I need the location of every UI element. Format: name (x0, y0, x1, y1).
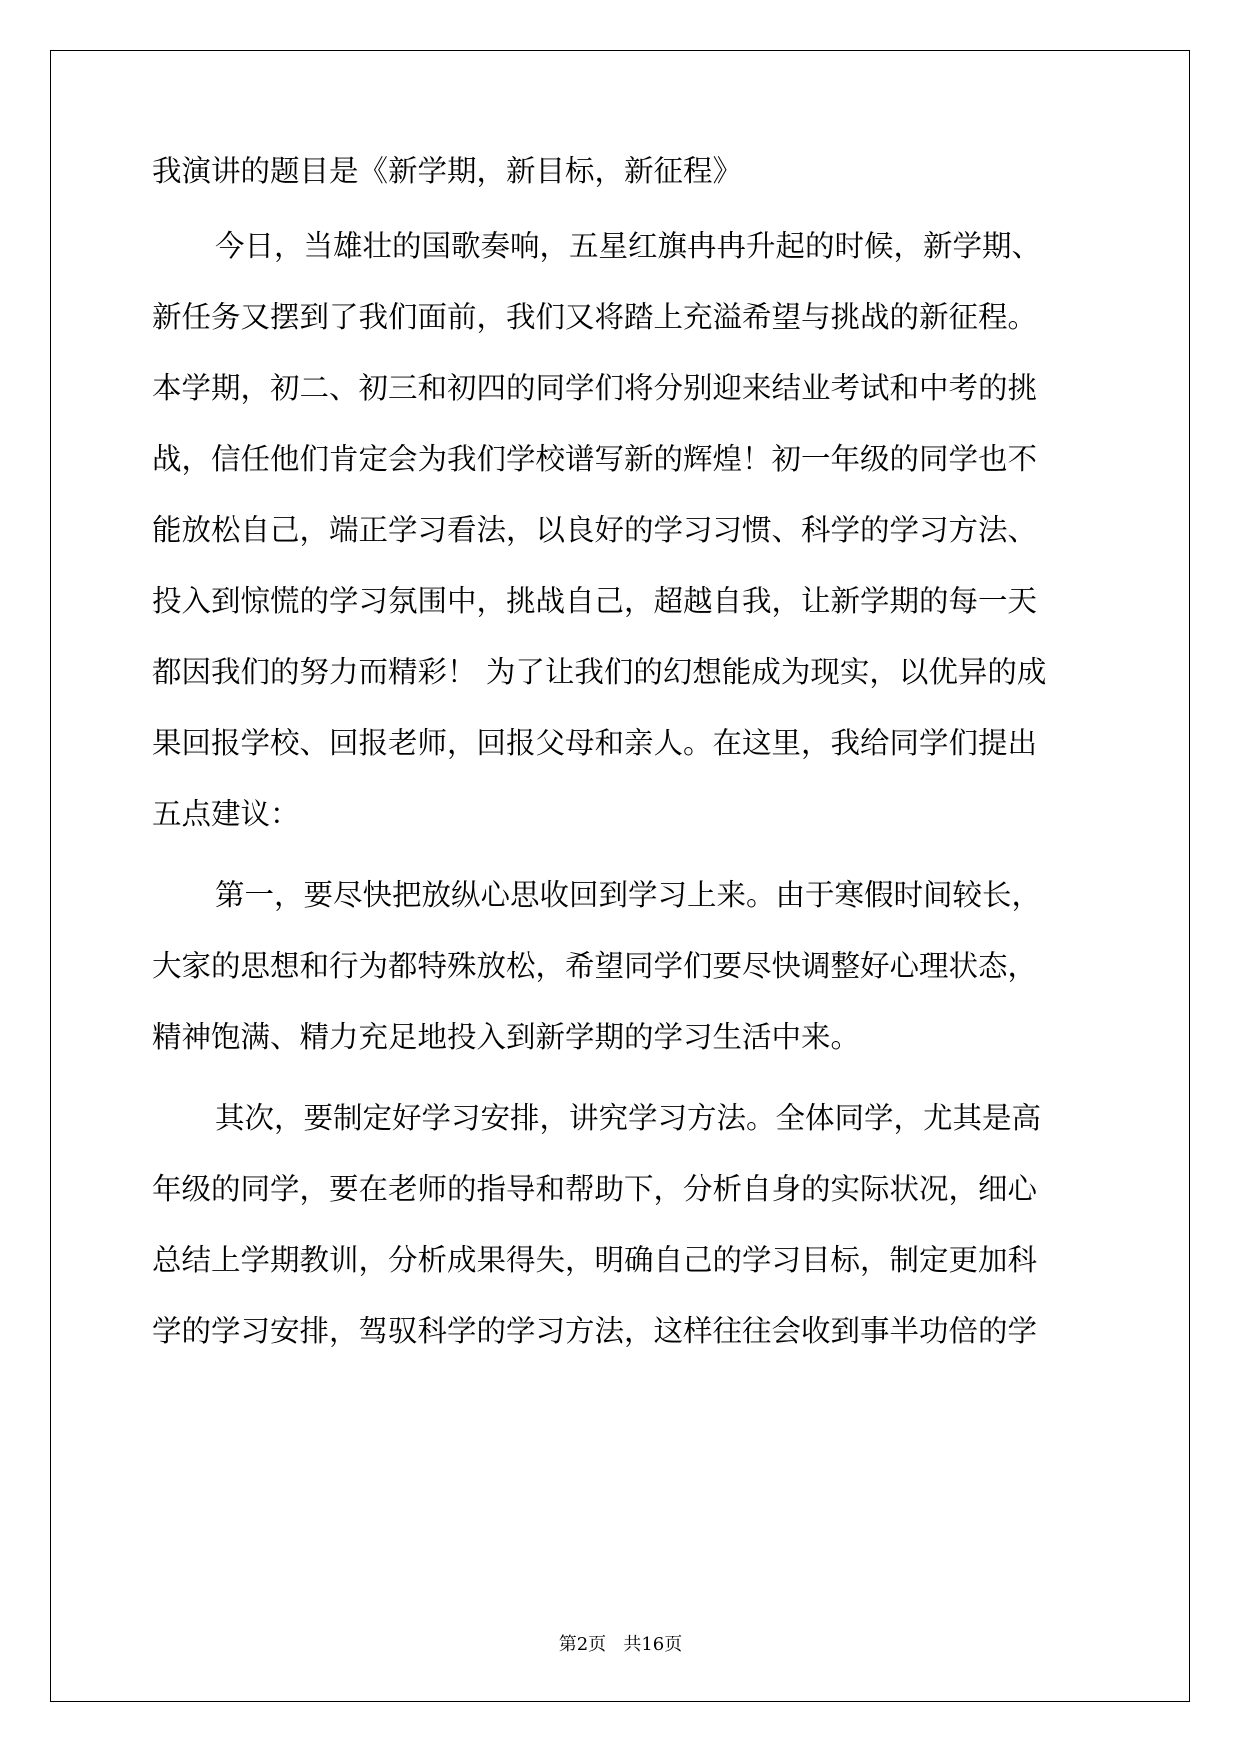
text-line: 其次，要制定好学习安排，讲究学习方法。全体同学，尤其是高 (215, 1101, 1042, 1135)
page-number: 第2页 共16页 (558, 1634, 683, 1655)
text-line: 我演讲的题目是《新学期，新目标，新征程》 (152, 154, 743, 188)
text-line: 五点建议： (152, 797, 300, 831)
text-line: 总结上学期教训，分析成果得失，明确自己的学习目标，制定更加科 (152, 1243, 1038, 1277)
text-line: 今日，当雄壮的国歌奏响，五星红旗冉冉升起的时候，新学期、 (215, 229, 1042, 263)
text-line: 精神饱满、精力充足地投入到新学期的学习生活中来。 (152, 1020, 861, 1054)
text-line: 战，信任他们肯定会为我们学校谱写新的辉煌！初一年级的同学也不 (152, 442, 1038, 476)
text-line: 大家的思想和行为都特殊放松，希望同学们要尽快调整好心理状态， (152, 949, 1038, 983)
text-line: 都因我们的努力而精彩！ 为了让我们的幻想能成为现实，以优异的成 (152, 655, 1047, 689)
text-line: 学的学习安排，驾驭科学的学习方法，这样往往会收到事半功倍的学 (152, 1314, 1038, 1348)
text-line: 第一，要尽快把放纵心思收回到学习上来。由于寒假时间较长， (215, 878, 1042, 912)
text-line: 本学期，初二、初三和初四的同学们将分别迎来结业考试和中考的挑 (152, 371, 1038, 405)
text-line: 能放松自己，端正学习看法，以良好的学习习惯、科学的学习方法、 (152, 513, 1038, 547)
text-line: 年级的同学，要在老师的指导和帮助下，分析自身的实际状况，细心 (152, 1172, 1038, 1206)
text-line: 投入到惊慌的学习氛围中，挑战自己，超越自我，让新学期的每一天 (152, 584, 1038, 618)
text-line: 果回报学校、回报老师，回报父母和亲人。在这里，我给同学们提出 (152, 726, 1038, 760)
text-line: 新任务又摆到了我们面前，我们又将踏上充溢希望与挑战的新征程。 (152, 300, 1038, 334)
